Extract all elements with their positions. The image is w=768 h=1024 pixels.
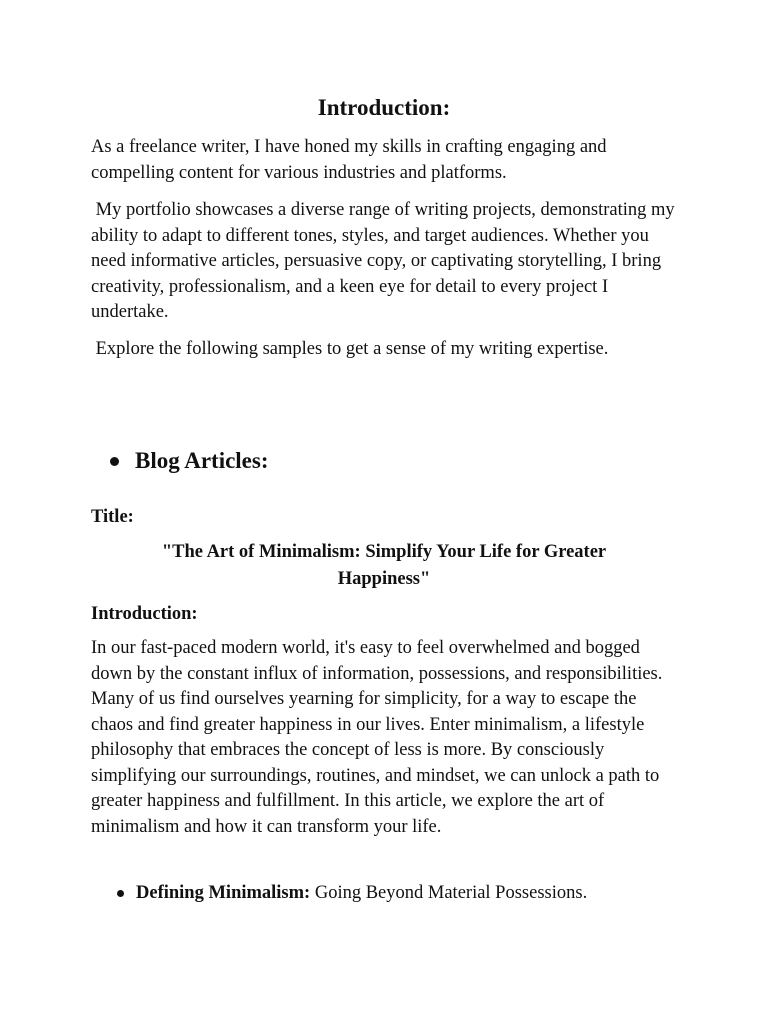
article-intro-paragraph: In our fast-paced modern world, it's easy to feel overwhelmed and bogged down by the constant influx of information, possessions, and responsibilities. Many of us find ourselves yearning for simplicity, for a way to escape the chaos and find greater happiness in our lives. Enter minimalism, a lifestyle philosophy that embraces the concept of less is more. By consciously simplifying our surroundings, routines, and mindset, we can unlock a path to greater happiness and fulfillment. In this article, we explore the art of minimalism and how it can transform your life. bbox=[91, 638, 663, 837]
intro-paragraph-3: Explore the following samples to get a sense of my writing expertise. bbox=[91, 339, 609, 359]
article-title: "The Art of Minimalism: Simplify Your Life for Greater Happiness" bbox=[161, 542, 607, 589]
article-intro-label: Introduction: bbox=[91, 604, 198, 624]
bullet-icon bbox=[110, 457, 119, 466]
intro-paragraph-2: My portfolio showcases a diverse range of writing projects, demonstrating my ability to adapt to different tones, styles, and target audiences. Whether you need informative articles, persuasive copy, or captivating storytelling, I bring creativity, professionalism, and a keen eye for detail to every project I undertake. bbox=[91, 200, 680, 322]
blog-articles-heading bbox=[110, 445, 269, 477]
list-item bbox=[117, 880, 587, 906]
blog-articles-heading-text: Blog Articles: bbox=[135, 448, 269, 473]
title-label: Title: bbox=[91, 507, 134, 527]
intro-paragraph-1: As a freelance writer, I have honed my skills in crafting engaging and compelling content for various industries and platforms. bbox=[91, 137, 607, 183]
list-item-text: Going Beyond Material Possessions. bbox=[310, 883, 588, 903]
introduction-heading: Introduction: bbox=[317, 95, 451, 120]
list-item-term: Defining Minimalism: bbox=[136, 883, 311, 903]
bullet-icon bbox=[117, 890, 124, 897]
